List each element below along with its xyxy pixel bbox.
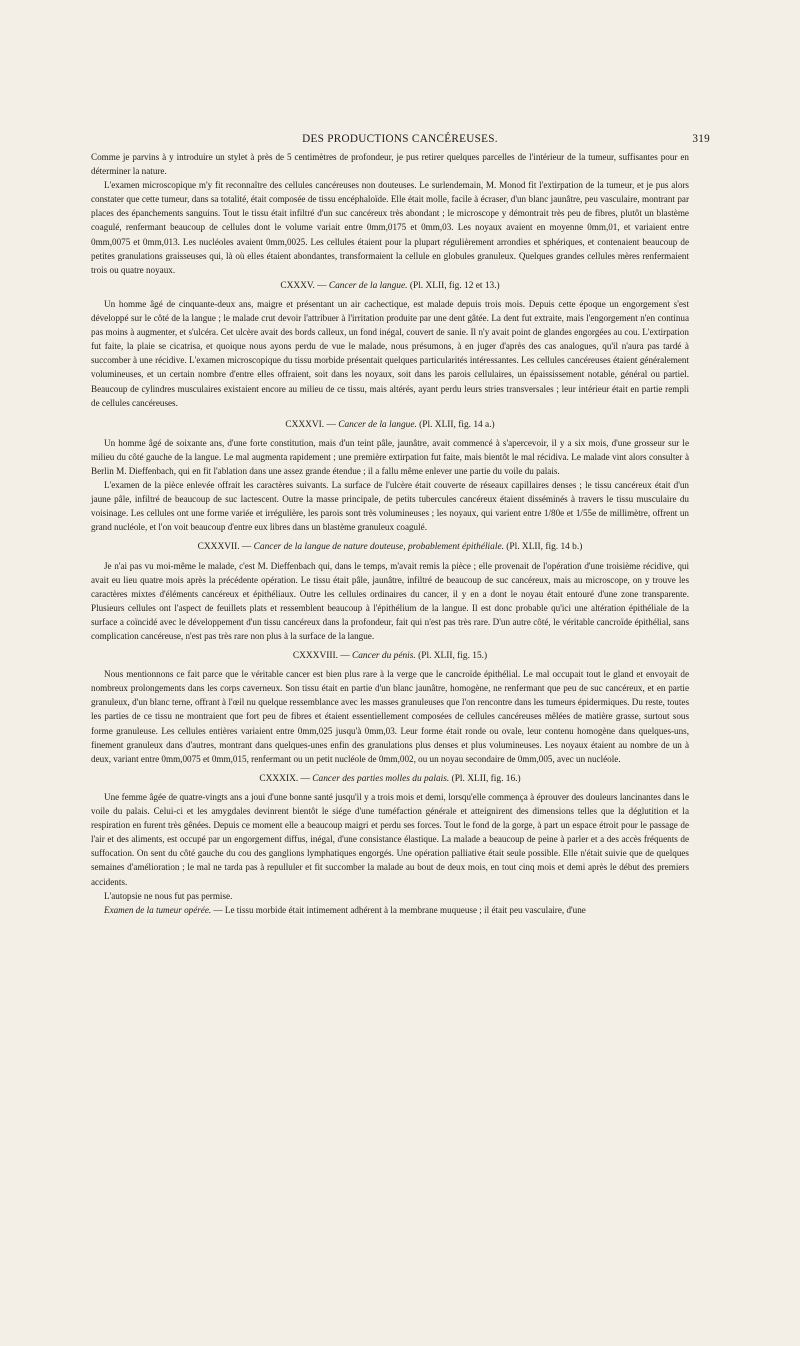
case-heading — [91, 649, 689, 663]
case-title: Cancer des parties molles du palais. — [312, 773, 450, 784]
paragraph: Une femme âgée de quatre-vingts ans a joui d'une bonne santé jusqu'il y a trois mois et demi, lorsqu'elle commença à éprouver des douleurs lancinantes dans le voile du palais. Celui-ci et les amygdales devinrent bientôt le siége d'une tuméfaction générale et atteignirent des dimensions telles que la déglutition et la respiration en furent très gênées. Depuis ce moment elle a beaucoup maigri et perdu ses forces. Tout le fond de la gorge, à part un espace étroit pour le passage de l'air et des aliments, est occupé par un engorgement diffus, inégal, d'une consistance élastique. La malade a beaucoup de peine à parler et a des accès fréquents de suffocation. On sent du côté gauche du cou des ganglions lymphatiques engorgés. Une opération palliative était seule possible. Elle n'était suivie que de quelques semaines d'amélioration ; le mal ne tarda pas à repulluler et fit succomber la malade au bout de deux mois, en tout cinq mois et demi après le début des premiers accidents. — [91, 791, 689, 887]
page-number: 319 — [692, 133, 710, 145]
case-heading — [91, 418, 689, 432]
case-number: CXXXVI. — — [285, 419, 339, 430]
case-title: Cancer de la langue. — [328, 280, 408, 291]
paragraph: Un homme âgé de cinquante-deux ans, maigre et présentant un air cachectique, est malade depuis trois mois. Depuis cette époque un engorgement s'est développé sur le côté de la langue ; le malade crut devoir l'attribuer à l'irritation produite par une dent gâtée. La dent fut extraite, mais l'engorgement n'en continua pas moins à augmenter, et s'ulcéra. Cet ulcère avait des bords calleux, un fond inégal, couvert de sanie. Il n'y avait point de glandes engorgées au cou. L'extirpation fut faite, la plaie se cicatrisa, et quoique nous ayons perdu de vue le malade, nous présumons, à en juger d'après des cas analogues, qu'il n'aura pas tardé à succomber à une récidive. L'examen microscopique du tissu morbide présentait quelques particularités intéressantes. Les cellules cancéreuses étaient généralement volumineuses, et un certain nombre d'entre elles offraient, soit dans les noyaux, soit dans les parois cellulaires, un épaississement notable, général ou partiel. Beaucoup de cylindres musculaires existaient encore au milieu de ce tissu, mais altérés, ayant perdu leurs stries transversales ; leur intérieur était en partie rempli de cellules cancéreuses. — [91, 298, 689, 408]
plate-reference: (Pl. XLII, fig. 14 b.) — [503, 542, 583, 553]
paragraph: Un homme âgé de soixante ans, d'une forte constitution, mais d'un teint pâle, jaunâtre, avait commencé à s'apercevoir, il y a six mois, d'une grosseur sur le milieu du côté gauche de la langue. Le mal augmenta rapidement ; une première extirpation fut faite, mais bientôt le mal récidiva. Le malade vint alors consulter à Berlin M. Dieffenbach, qui en fit l'ablation dans une assez grande étendue ; il a fallu même enlever une partie du voile du palais. — [91, 437, 689, 476]
page-body — [91, 150, 689, 917]
running-title: DES PRODUCTIONS CANCÉREUSES. — [302, 133, 498, 145]
paragraph — [91, 903, 689, 917]
case-title: Cancer de la langue. — [338, 419, 417, 430]
case-heading — [91, 540, 689, 554]
case-number: CXXXV. — — [280, 280, 329, 291]
paragraph: L'examen de la pièce enlevée offrait les caractères suivants. La surface de l'ulcère était couverte de réseaux capillaires denses ; le tissu cancéreux était d'un jaune pâle, infiltré de beaucoup de suc lactescent. Outre la masse principale, de petits tubercules cancéreux étaient disséminés à travers le tissu musculaire du voisinage. Les cellules ont une forme variée et irrégulière, les parois sont très volumineuses ; les noyaux, qui varient entre 1/80e et 1/55e de millimètre, offrent un grand nucléole, et l'on voit beaucoup d'entre eux libres dans un blastème granuleux coagulé. — [91, 480, 689, 533]
case-heading — [91, 772, 689, 786]
running-head — [90, 133, 710, 149]
case-number: CXXXVII. — — [197, 542, 254, 553]
case-title: Cancer de la langue de nature douteuse, probablement épithéliale. — [253, 542, 504, 553]
plate-reference: (Pl. XLII, fig. 15.) — [415, 651, 488, 662]
paragraph: Comme je parvins à y introduire un stylet à près de 5 centimètres de profondeur, je pus retirer quelques parcelles de l'intérieur de la tumeur, suffisantes pour en déterminer la nature. — [91, 152, 689, 177]
plate-reference: (Pl. XLII, fig. 14 a.) — [416, 419, 495, 430]
paragraph-text: — Le tissu morbide était intimement adhérent à la membrane muqueuse ; il était peu vasculaire, d'une — [211, 904, 586, 915]
paragraph: Nous mentionnons ce fait parce que le véritable cancer est bien plus rare à la verge que le cancroïde épithélial. Le mal occupait tout le gland et envoyait de nombreux prolongements dans les corps caverneux. Son tissu était en partie d'un blanc jaunâtre, homogène, ne renfermant que peu de suc cancéreux, et en partie granuleux, d'un blanc terne, offrant à l'œil nu quelque ressemblance avec les masses granuleuses que l'on rencontre dans les tumeurs épidermiques. Du reste, toutes les parties de ce tissu ne montraient que fort peu de fibres et étaient essentiellement composées de cellules cancéreuses mêlées de matière grasse, surtout sous forme granuleuse. Les cellules entières variaient entre 0mm,025 jusqu'à 0mm,03. Leur forme était ronde ou ovale, leur contenu homogène dans quelques-uns, finement granuleux dans d'autres, montrant dans quelques-unes enfin des granulations plus denses et plus volumineuses. Les noyaux étaient au nombre de un à deux, variant entre 0mm,0075 et 0mm,015, renfermant ou un petit nucléole de 0mm,002, ou un noyau secondaire de 0mm,005, avec un nucléole. — [91, 669, 689, 764]
case-title: Cancer du pénis. — [351, 651, 416, 662]
plate-reference: (Pl. XLII, fig. 12 et 13.) — [407, 280, 500, 291]
paragraph: L'examen microscopique m'y fit reconnaître des cellules cancéreuses non douteuses. Le surlendemain, M. Monod fit l'extirpation de la tumeur, et je pus alors constater que cette tumeur, dans sa totalité, était composée de tissu encéphaloïde. Elle était molle, facile à écraser, d'un blanc jaunâtre, peu vasculaire, montrant par places des épanchements sanguins. Tout le tissu était infiltré d'un suc cancéreux très abondant ; le microscope y démontrait très peu de fibres, plutôt un blastème coagulé, renfermant beaucoup de cellules dont le volume variait entre 0mm,0175 et 0mm,03. Les noyaux avaient en moyenne 0mm,01, et variaient entre 0mm,0075 et 0mm,013. Les nucléoles avaient 0mm,0025. Les cellules étaient pour la plupart régulièrement arrondies et sphériques, et contenaient beaucoup de petites granulations graisseuses qui, là où elles étaient abondantes, transformaient la cellule en globules granuleux. Quelques grandes cellules mères renfermaient trois ou quatre noyaux. — [91, 180, 689, 275]
plate-reference: (Pl. XLII, fig. 16.) — [449, 773, 521, 784]
case-number: CXXXVIII. — — [292, 651, 352, 662]
paragraph: L'autopsie ne nous fut pas permise. — [104, 890, 233, 901]
case-number: CXXXIX. — — [259, 773, 313, 784]
paragraph: Je n'ai pas vu moi-même le malade, c'est M. Dieffenbach qui, dans le temps, m'avait remis la pièce ; elle provenait de l'opération d'une troisième récidive, qui avait eu lieu quatre mois après la précédente opération. Le tissu était pâle, jaunâtre, infiltré de beaucoup de suc cancéreux, mais au microscope, on y trouve les caractères mixtes d'éléments cancéreux et épithéliaux. Outre les cellules ordinaires du cancer, il y en a dont le noyau était entouré d'une zone transparente. Plusieurs cellules ont l'aspect de feuillets plats et ressemblent beaucoup à l'épithélium de la langue. Il est donc probable qu'ici une altération épithéliale de la surface a coïncidé avec le développement d'un tissu cancéreux dans la profondeur, fait qui n'est pas très rare. D'un autre côté, le véritable cancroïde épithélial, sans complication cancéreuse, n'est pas très rare non plus à la surface de la langue. — [91, 560, 689, 641]
case-heading — [91, 279, 689, 293]
section-lead: Examen de la tumeur opérée. — [104, 904, 212, 915]
